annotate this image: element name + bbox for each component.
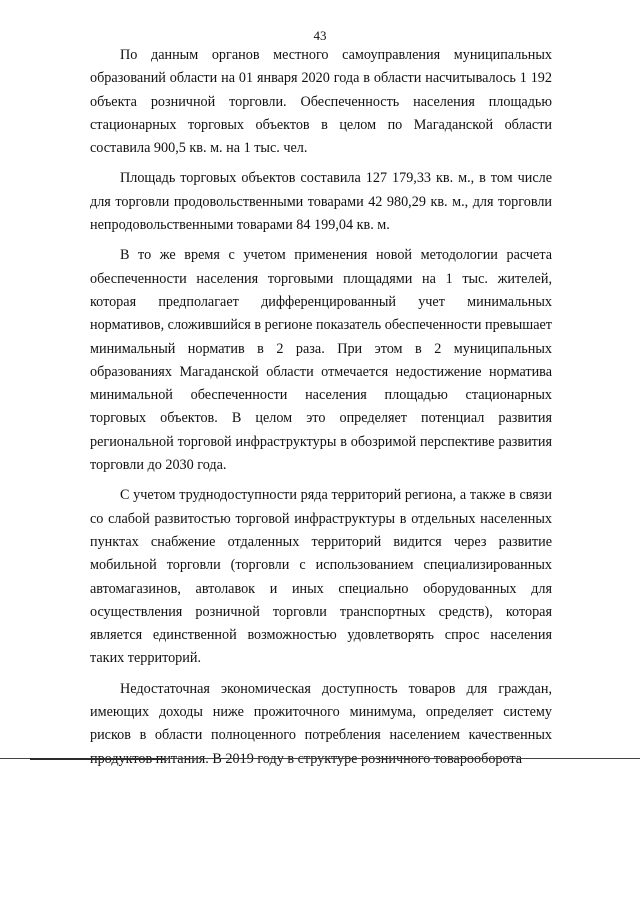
paragraph-mobile-trade: С учетом труднодоступности ряда территорий региона, а также в связи со слабой развитостью торговой инфраструктуры в отдельных населенных пунктах снабжение отдаленных территорий видится через развитие мобильной торговли (торговли с использованием специализированных автомагазинов, автолавок и иных специально оборудованных для осуществления розничной торговли транспортных средств), которая является единственной возможностью удовлетворять спрос населения таких территорий.: [90, 487, 552, 667]
paragraph-methodology: В то же время с учетом применения новой методологии расчета обеспеченности населения торговыми площадями на 1 тыс. жителей, которая предполагает дифференцированный учет минимальных нормативов, сложившийся в регионе показатель обеспеченности превышает минимальный норматив в 2 раза. При этом в 2 муниципальных образованиях Магаданской области отмечается недостижение норматива минимальной обеспеченности населения площадью стационарных торговых объектов. В целом это определяет потенциал развития региональной торговой инфраструктуры в обозримой перспективе развития торговли до 2030 года.: [90, 247, 552, 474]
page-number: 43: [313, 28, 327, 43]
document-body: [90, 44, 552, 778]
footer-divider-accent: [30, 758, 165, 760]
paragraph-trade-area: Площадь торговых объектов составила 127 179,33 кв. м., в том числе для торговли продовольственными товарами 42 980,29 кв. м., для торговли непродовольственными товарами 84 199,04 кв. м.: [90, 170, 552, 234]
paragraph-economic-access: Недостаточная экономическая доступность товаров для граждан, имеющих доходы ниже прожиточного минимума, определяет систему рисков в области полноценного потребления населением качественных продуктов питания. В 2019 году в структуре розничного товарооборота: [90, 680, 552, 767]
paragraph-retail-objects: По данным органов местного самоуправления муниципальных образований области на 01 января 2020 года в области насчитывалось 1 192 объекта розничной торговли. Обеспеченность населения площадью стационарных торговых объектов в целом по Магаданской области составила 900,5 кв. м. на 1 тыс. чел.: [90, 47, 552, 157]
